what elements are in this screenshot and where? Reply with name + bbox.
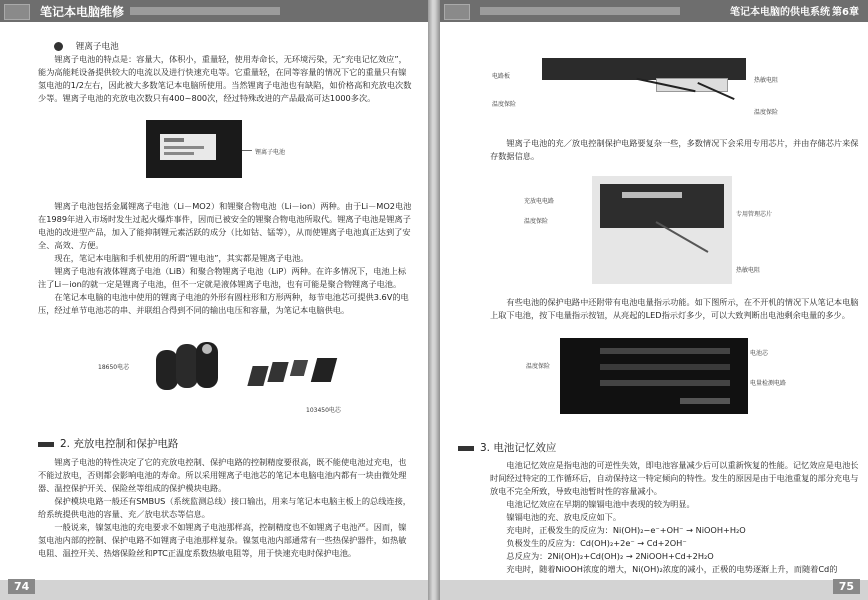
header-decor-bar <box>130 7 280 15</box>
battery-label-fuse: 温度保险 <box>526 363 551 370</box>
left-para8-text: 一般说来，镍氢电池的充电要求不如锂离子电池那样高，控制精度也不如锂离子电池严。因而，镍氢电池内部的控制、保护电路不如锂离子电池那样复杂。镍氢电池内部通常有一些热保护器件，如热敏电阻、温控开关、热熔保险丝和PTC正温度系数热敏电阻等，用于快速充电时保护电池。 <box>38 522 407 558</box>
section2-heading <box>38 436 178 451</box>
right-para3-text: 电池记忆效应是指电池的可逆性失效，即电池容量减少后可以重新恢复的性能。记忆效应是电池长时间经过特定的工作循环后，自动保持这一特定倾向的特性。发生的原因是由于电池重复的部分充电与放电不完全所致，导致电池暂时性的容量减小。 <box>490 460 859 496</box>
section2-heading-text: 2. 充放电控制和保护电路 <box>60 438 179 450</box>
board-label-thermistor: 热敏电阻 <box>736 267 761 274</box>
bullet-icon <box>54 42 63 51</box>
heading-marker-icon <box>458 446 474 451</box>
left-page-number: 74 <box>8 579 35 594</box>
prismatic-cells-photo <box>246 354 342 394</box>
header-tag <box>444 4 470 20</box>
board-label-chip: 专用管理芯片 <box>736 211 773 218</box>
right-para1-text: 锂离子电池的充／放电控制保护电路要复杂一些，多数情况下会采用专用芯片，并由存储芯片来保存数据信息。 <box>490 138 859 161</box>
left-para6 <box>38 456 414 560</box>
left-para4-text: 锂离子电池有液体锂离子电池（LiB）和聚合物锂离子电池（LiP）两种。在许多情况下，电池上标注了Li－ion的就一定是锂离子电池，但不一定就是液体锂离子电池，也有可能是聚合物锂离子电池。 <box>38 266 407 289</box>
section1-heading <box>54 40 119 52</box>
section1-heading-text: 锂离子电池 <box>75 42 119 52</box>
right-para1 <box>490 137 860 163</box>
left-header-title: 笔记本电脑维修 <box>40 5 125 19</box>
battery-indicator-photo <box>560 338 748 414</box>
strip-label-thermistor: 热敏电阻 <box>754 77 779 84</box>
left-para7-text: 保护模块电路一般还有SMBUS（系统监测总线）接口输出，用来与笔记本电脑主板上的总线连接，给系统提供电池的容量、充／放电状态等信息。 <box>38 496 411 519</box>
right-para4-text: 电池记忆效应在早期的镍镉电池中表现的较为明显。 <box>506 499 695 509</box>
book-gutter <box>428 0 440 600</box>
label-leader-line <box>242 150 252 151</box>
board-label-circuit: 充放电电路 <box>524 198 555 205</box>
header-tag <box>4 4 30 20</box>
reaction-negative: 负极发生的反应为：Cd(OH)₂+2e⁻ → Cd+2OH⁻ <box>506 538 687 548</box>
left-para2-text: 锂离子电池包括金属锂离子电池（Li－MO2）和锂聚合物电池（Li－ion）两种。由于Li－MO2电池在1989年进入市场时发生过起火爆炸事件，因而已被安全的锂聚合物电池所取代。锂离子电池是锂离子电池的改进型产品，加入了能抑制锂元素活跃的成分（比如钴、锰等），从而使锂离子电池真正达到了安全、高效、方便。 <box>38 201 412 250</box>
battery-label-meter: 电量检测电路 <box>750 380 787 387</box>
section3-heading-text: 3. 电池记忆效应 <box>480 442 557 454</box>
left-page <box>0 0 428 600</box>
left-para6-text: 锂离子电池的特性决定了它的充放电控制、保护电路的控制精度要很高，既不能使电池过充电，也不能过放电，否则都会影响电池的寿命。所以采用锂离子电池芯的笔记本电脑电池内都有一块由微处理器、温控保护开关、保险丝等组成的保护模块电路。 <box>38 457 407 493</box>
reaction-intro: 镍镉电池的充、放电反应如下。 <box>506 512 622 522</box>
left-footer <box>0 580 428 600</box>
right-page-header <box>440 0 868 22</box>
left-para1 <box>38 53 414 105</box>
reaction-positive: 充电时，正极发生的反应为：Ni(OH)₂−e⁻+OH⁻ → NiOOH+H₂O <box>506 525 746 535</box>
left-page-header <box>0 0 428 22</box>
cell-label-103450: 103450电芯 <box>306 407 341 414</box>
right-para2-text: 有些电池的保护电路中还附带有电池电量指示功能。如下图所示，在不开机的情况下从笔记本电脑上取下电池，按下电量指示按钮，从亮起的LED指示灯多少，可以大致判断出电池剩余电量的多少。 <box>490 297 859 320</box>
right-page-number: 75 <box>833 579 860 594</box>
reaction-continued: 充电时，随着NiOOH浓度的增大，Ni(OH)₂浓度的减小，正极的电势逐渐上升，而随着Cd的 <box>506 564 838 574</box>
protection-board-photo <box>592 176 732 284</box>
section3-heading <box>458 440 556 455</box>
right-page <box>440 0 868 600</box>
strip-label-fuse-2: 温度保险 <box>754 109 779 116</box>
left-para1-text: 锂离子电池的特点是：容量大，体积小，重量轻，使用寿命长，无环境污染，无“充电记忆效应”，能为高能耗设备提供较大的电流以及进行快速充电等。它重量轻，在同等容量的情况下它的重量只有镍氢电池的1/2左右，因此被大多数笔记本电脑所使用。当然锂离子电池也有缺陷，如价格高和充放电次数少等。锂离子电池的充放电次数只有400~800次，经过特殊改进的产品最高可达1000多次。 <box>38 54 412 103</box>
strip-label-board: 电路板 <box>492 73 511 80</box>
chapter-label: 第6章 <box>832 7 859 18</box>
cell-label-18650: 18650电芯 <box>98 364 130 371</box>
header-decor-bar <box>480 7 680 15</box>
battery-label-cells: 电池芯 <box>750 350 769 357</box>
board-label-fuse: 温度保险 <box>524 218 549 225</box>
reaction-total: 总反应为：2Ni(OH)₂+Cd(OH)₂ → 2NiOOH+Cd+2H₂O <box>506 551 714 561</box>
right-para3 <box>490 459 862 576</box>
photo1-label: 锂离子电池 <box>255 149 286 156</box>
strip-label-fuse: 温度保险 <box>492 101 517 108</box>
right-footer <box>440 580 868 600</box>
right-para2 <box>490 296 860 322</box>
left-para5-text: 在笔记本电脑的电池中使用的锂离子电池的外形有圆柱形和方形两种，每节电池芯可提供3.6V的电压，经过单节电池芯的串、并联组合得到不同的输出电压和容量，为笔记本电脑供电。 <box>38 292 409 315</box>
battery-label-photo <box>146 120 242 178</box>
left-para3-text: 现在，笔记本电脑和手机使用的所谓“锂电池”，其实都是锂离子电池。 <box>54 253 309 263</box>
left-para2 <box>38 200 414 317</box>
right-header-title: 笔记本电脑的供电系统 <box>730 7 830 18</box>
heading-marker-icon <box>38 442 54 447</box>
circuit-strip-photo <box>536 50 750 122</box>
cylindrical-cells-photo <box>150 334 234 402</box>
